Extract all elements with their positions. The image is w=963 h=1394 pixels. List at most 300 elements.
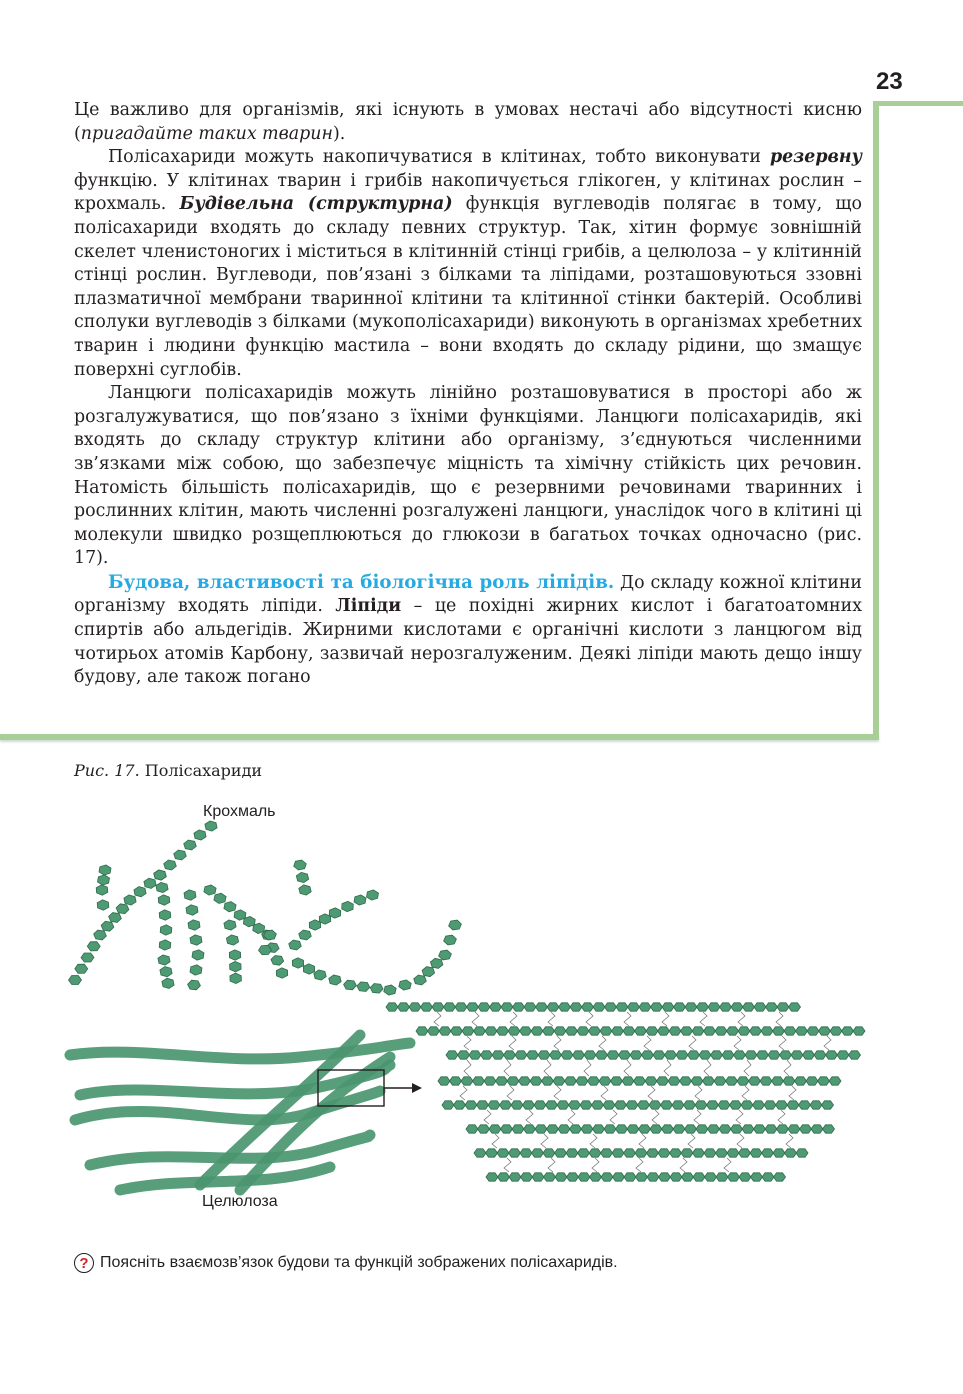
glucose-unit <box>784 1027 796 1035</box>
glucose-unit <box>592 1101 604 1109</box>
glucose-unit <box>553 1077 565 1085</box>
glucose-unit <box>681 1027 693 1035</box>
glucose-unit <box>554 1027 566 1035</box>
glucose-unit <box>734 1051 746 1059</box>
glucose-unit <box>299 930 312 940</box>
glucose-unit <box>635 1149 647 1157</box>
glucose-unit <box>624 1173 636 1181</box>
hydrogen-bond <box>700 1012 707 1026</box>
glucose-unit <box>486 1149 498 1157</box>
glucose-unit <box>764 1101 776 1109</box>
glucose-unit <box>559 1003 571 1011</box>
glucose-unit <box>478 1003 490 1011</box>
glucose-unit <box>749 1077 761 1085</box>
glucose-unit <box>99 865 111 875</box>
paragraph-1: Це важливо для організмів, які існують в умовах нестачі або відсутності кисню (пригадайте таких тварин). <box>74 100 862 144</box>
glucose-unit <box>693 1149 705 1157</box>
glucose-unit <box>536 1003 548 1011</box>
figure-caption: Рис. 17. Полісахариди <box>74 761 263 780</box>
glucose-unit <box>477 1101 489 1109</box>
glucose-unit <box>299 885 311 895</box>
paragraph-3: Ланцюги полісахаридів можуть лінійно розташовуватися в просторі або ж розгалужуватися, що пов’язано з їхніми функціями. Ланцюги полісахаридів, які входять до складу структур клітини або організму, з’єднуються численними зв’язками між собою, що забезпечує міцність та хімічну стійкість цих речовин. Натомість більшість полісахаридів, що є резервними речовинами тваринних і рослинних клітин, мають численні розгалужені ланцюги, унаслідок чого в клітині ці молекули швидко розщеплюються до глюкози в багатьох точках одночасно (рис. 17). <box>74 383 862 569</box>
glucose-unit <box>569 1101 581 1109</box>
hydrogen-bond <box>779 1036 786 1050</box>
glucose-unit <box>519 1077 531 1085</box>
glucose-unit <box>428 1027 440 1035</box>
question-mark-icon: ? <box>74 1253 94 1273</box>
glucose-unit <box>565 1077 577 1085</box>
glucose-unit <box>773 1027 785 1035</box>
glucose-unit <box>829 1077 841 1085</box>
glucose-unit <box>454 1101 466 1109</box>
glucose-unit <box>192 950 204 960</box>
glucose-unit <box>704 1149 716 1157</box>
frame-right-border <box>873 101 879 737</box>
glucose-unit <box>783 1077 795 1085</box>
glucose-unit <box>716 1149 728 1157</box>
hydrogen-bond <box>464 1036 471 1050</box>
glucose-unit <box>573 1051 585 1059</box>
glucose-unit <box>523 1101 535 1109</box>
hydrogen-bond <box>624 1012 631 1026</box>
glucose-unit <box>722 1051 734 1059</box>
glucose-unit <box>787 1101 799 1109</box>
glucose-unit <box>581 1125 593 1133</box>
glucose-unit <box>485 1027 497 1035</box>
glucose-unit <box>501 1125 513 1133</box>
glucose-unit <box>826 1051 838 1059</box>
glucose-unit <box>226 935 238 945</box>
glucose-unit <box>685 1003 697 1011</box>
cellulose-fibers-drawing <box>70 1035 410 1190</box>
glucose-unit <box>695 1101 707 1109</box>
hydrogen-bond <box>738 1012 745 1026</box>
glucose-unit <box>531 1027 543 1035</box>
glucose-unit <box>444 1003 456 1011</box>
hydrogen-bond <box>680 1158 687 1172</box>
glucose-unit <box>682 1173 694 1181</box>
glucose-unit <box>253 923 265 933</box>
glucose-unit <box>490 1003 502 1011</box>
glucose-unit <box>124 895 136 905</box>
glucose-unit <box>811 1125 823 1133</box>
glucose-unit <box>751 1173 763 1181</box>
glucose-unit <box>714 1077 726 1085</box>
hydrogen-bond <box>492 1134 499 1148</box>
glucose-unit <box>670 1173 682 1181</box>
glucose-unit <box>498 1173 510 1181</box>
glucose-unit <box>672 1101 684 1109</box>
hydrogen-bond <box>737 1134 744 1148</box>
glucose-unit <box>158 895 170 905</box>
hydrogen-bond <box>824 1036 831 1050</box>
glucose-unit <box>593 1003 605 1011</box>
glucose-unit <box>497 1149 509 1157</box>
hydrogen-bond <box>610 1110 617 1124</box>
glucose-unit <box>469 1051 481 1059</box>
glucose-unit <box>696 1125 708 1133</box>
hydrogen-bond <box>541 1134 548 1148</box>
glucose-unit <box>593 1125 605 1133</box>
glucose-unit <box>534 1101 546 1109</box>
glucose-unit <box>603 1101 615 1109</box>
glucose-unit <box>294 860 307 870</box>
glucose-unit <box>524 1003 536 1011</box>
glucose-unit <box>555 1149 567 1157</box>
glucose-unit <box>647 1173 659 1181</box>
glucose-unit <box>765 1125 777 1133</box>
glucose-unit <box>473 1077 485 1085</box>
paragraph-2: Полісахариди можуть накопичуватися в клітинах, тобто виконувати резервну функцію. У клітинах тварин і грибів накопичується глікоген, у клітинах рослин – крохмаль. Будівельна (структурна) функція вуглеводів полягає в тому, що полісахариди входять до складу певних структур. Так, хітин формує зовнішній скелет членистоногих і міститься в клітинній стінці грибів, а целюлоза – у клітинній стінці рослин. Вуглеводи, пов’язані з білками та ліпідами, розташовуються ззовні плазматичної мембрани тваринної клітини та клітинної стінки бактерій. Особливі сполуки вуглеводів з білками (мукополісахариди) виконують в організмах хребетних тварин і людини функцію мастила – вони входять до складу рідини, що змащує поверхні суглобів. <box>74 147 862 380</box>
glucose-unit <box>704 1027 716 1035</box>
glucose-unit <box>158 955 170 965</box>
cellulose-fiber <box>120 1167 330 1190</box>
glucose-unit <box>512 1125 524 1133</box>
glucose-unit <box>789 1003 801 1011</box>
glucose-unit <box>542 1077 554 1085</box>
hydrogen-bond <box>548 1158 555 1172</box>
glucose-unit <box>81 953 94 962</box>
glucose-unit <box>98 875 110 885</box>
glucose-unit <box>693 1173 705 1181</box>
glucose-unit <box>466 1125 478 1133</box>
glucose-unit <box>791 1051 803 1059</box>
glucose-unit <box>766 1003 778 1011</box>
glucose-unit <box>438 1077 450 1085</box>
hydrogen-bond <box>636 1158 643 1172</box>
glucose-unit <box>535 1125 547 1133</box>
glucose-unit <box>190 965 202 975</box>
glucose-unit <box>432 1003 444 1011</box>
glucose-unit <box>731 1125 743 1133</box>
glucose-unit <box>653 1051 665 1059</box>
glucose-unit <box>164 860 177 870</box>
glucose-unit <box>578 1149 590 1157</box>
glucose-unit <box>777 1003 789 1011</box>
main-text <box>74 99 862 690</box>
glucose-unit <box>623 1027 635 1035</box>
question-line <box>74 1253 618 1273</box>
polysaccharides-illustration <box>60 795 880 1225</box>
glucose-unit <box>697 1003 709 1011</box>
glucose-unit <box>566 1027 578 1035</box>
glucose-unit <box>582 1003 594 1011</box>
glucose-unit <box>619 1051 631 1059</box>
glucose-unit <box>547 1125 559 1133</box>
glucose-unit <box>94 930 107 940</box>
hydrogen-bond <box>662 1012 669 1026</box>
glucose-unit <box>190 935 202 945</box>
glucose-unit <box>446 1051 458 1059</box>
glucose-unit <box>342 901 354 911</box>
glucose-unit <box>768 1051 780 1059</box>
glucose-unit <box>737 1077 749 1085</box>
glucose-unit <box>639 1125 651 1133</box>
glucose-unit <box>823 1125 835 1133</box>
hydrogen-bond <box>704 1060 711 1076</box>
hydrogen-bond <box>507 1086 514 1100</box>
hydrogen-bond <box>584 1060 591 1076</box>
glucose-unit <box>444 935 457 945</box>
glucose-unit <box>566 1149 578 1157</box>
glucose-unit <box>580 1101 592 1109</box>
glucose-unit <box>676 1051 688 1059</box>
glucose-unit <box>422 967 435 977</box>
glucose-unit <box>662 1125 674 1133</box>
glucose-unit <box>451 1027 463 1035</box>
glucose-unit <box>439 950 452 960</box>
glucose-unit <box>807 1027 819 1035</box>
glucose-unit <box>507 1077 519 1085</box>
glucose-unit <box>819 1027 831 1035</box>
glucose-unit <box>715 1027 727 1035</box>
glucose-unit <box>674 1003 686 1011</box>
glucose-unit <box>607 1051 619 1059</box>
glucose-unit <box>799 1101 811 1109</box>
glucose-unit <box>430 958 443 968</box>
glucose-unit <box>814 1051 826 1059</box>
glucose-unit <box>271 956 284 966</box>
glucose-unit <box>659 1173 671 1181</box>
glucose-unit <box>69 976 82 985</box>
hydrogen-bond <box>434 1012 441 1026</box>
glucose-unit <box>728 1173 740 1181</box>
glucose-unit <box>188 980 201 990</box>
glucose-unit <box>622 1077 634 1085</box>
hydrogen-bond <box>460 1086 467 1100</box>
glucose-unit <box>745 1051 757 1059</box>
glucose-unit <box>399 980 411 990</box>
glucose-unit <box>743 1003 755 1011</box>
hydrogen-bond <box>695 1086 702 1100</box>
glucose-unit <box>570 1125 582 1133</box>
glucose-unit <box>757 1051 769 1059</box>
glucose-unit <box>449 920 462 930</box>
glucose-unit <box>577 1027 589 1035</box>
glucose-unit <box>527 1051 539 1059</box>
hydrogen-bond <box>504 1060 511 1076</box>
glucose-unit <box>386 1003 398 1011</box>
hydrogen-bond <box>744 1060 751 1076</box>
hydrogen-bond <box>599 1036 606 1050</box>
glucose-unit <box>561 1051 573 1059</box>
glucose-unit <box>708 1003 720 1011</box>
glucose-unit <box>188 920 200 930</box>
glucose-unit <box>830 1027 842 1035</box>
glucose-unit <box>75 964 88 973</box>
cellulose-chains-drawing <box>386 1003 865 1181</box>
glucose-unit <box>773 1149 785 1157</box>
hydrogen-bond <box>786 1134 793 1148</box>
glucose-unit <box>601 1173 613 1181</box>
glucose-unit <box>384 985 396 995</box>
glucose-unit <box>727 1149 739 1157</box>
glucose-unit <box>576 1077 588 1085</box>
glucose-unit <box>739 1173 751 1181</box>
glucose-unit <box>634 1077 646 1085</box>
glucose-unit <box>205 821 217 831</box>
cellulose-label: Целюлоза <box>202 1193 278 1210</box>
glucose-unit <box>853 1027 865 1035</box>
glucose-unit <box>489 1125 501 1133</box>
glucose-unit <box>570 1003 582 1011</box>
glucose-unit <box>589 1027 601 1035</box>
glucose-unit <box>630 1051 642 1059</box>
glucose-unit <box>309 920 320 930</box>
glucose-unit <box>370 984 383 994</box>
hydrogen-bond <box>568 1110 575 1124</box>
glucose-unit <box>699 1051 711 1059</box>
glucose-unit <box>496 1077 508 1085</box>
glucose-unit <box>488 1101 500 1109</box>
glucose-unit <box>162 978 174 988</box>
glucose-unit <box>96 885 108 895</box>
glucose-unit <box>685 1125 697 1133</box>
glucose-unit <box>624 1149 636 1157</box>
glucose-unit <box>521 1173 533 1181</box>
glucose-unit <box>638 1101 650 1109</box>
glucose-unit <box>650 1125 662 1133</box>
glucose-unit <box>705 1173 717 1181</box>
glucose-unit <box>849 1051 861 1059</box>
hydrogen-bond <box>789 1086 796 1100</box>
glucose-unit <box>467 1003 479 1011</box>
glucose-unit <box>692 1027 704 1035</box>
hydrogen-bond <box>526 1110 533 1124</box>
glucose-unit <box>329 908 341 918</box>
hydrogen-bond <box>590 1134 597 1148</box>
glucose-unit <box>658 1027 670 1035</box>
hydrogen-bond <box>601 1086 608 1100</box>
glucose-unit <box>589 1149 601 1157</box>
glucose-unit <box>670 1149 682 1157</box>
glucose-unit <box>478 1125 490 1133</box>
glucose-unit <box>601 1149 613 1157</box>
glucose-unit <box>414 975 427 985</box>
glucose-unit <box>481 1051 493 1059</box>
glucose-unit <box>292 958 303 968</box>
glucose-unit <box>680 1077 692 1085</box>
glucose-unit <box>776 1101 788 1109</box>
glucose-unit <box>555 1173 567 1181</box>
glucose-unit <box>599 1077 611 1085</box>
glucose-unit <box>651 1003 663 1011</box>
hydrogen-bond <box>484 1110 491 1124</box>
hydrogen-bond <box>548 1012 555 1026</box>
glucose-unit <box>558 1125 570 1133</box>
glucose-unit <box>774 1173 786 1181</box>
glucose-unit <box>719 1125 731 1133</box>
hydrogen-bond <box>724 1158 731 1172</box>
glucose-unit <box>604 1125 616 1133</box>
glucose-unit <box>538 1051 550 1059</box>
glucose-unit <box>588 1077 600 1085</box>
glucose-unit <box>642 1051 654 1059</box>
hydrogen-bond <box>544 1060 551 1076</box>
glucose-unit <box>639 1003 651 1011</box>
glucose-unit <box>398 1003 410 1011</box>
glucose-unit <box>772 1077 784 1085</box>
glucose-unit <box>818 1077 830 1085</box>
hydrogen-bond <box>586 1012 593 1026</box>
hydrogen-bond <box>734 1036 741 1050</box>
glucose-unit <box>109 913 122 923</box>
glucose-unit <box>795 1077 807 1085</box>
glucose-unit <box>662 1003 674 1011</box>
hydrogen-bond <box>592 1158 599 1172</box>
glucose-unit <box>520 1149 532 1157</box>
glucose-unit <box>524 1125 536 1133</box>
glucose-unit <box>762 1149 774 1157</box>
glucose-unit <box>635 1027 647 1035</box>
glucose-unit <box>509 1173 521 1181</box>
hydrogen-bond <box>742 1086 749 1100</box>
glucose-unit <box>760 1077 772 1085</box>
glucose-unit <box>668 1077 680 1085</box>
starch-label: Крохмаль <box>203 803 276 820</box>
glucose-unit <box>716 1173 728 1181</box>
glucose-unit <box>788 1125 800 1133</box>
glucose-unit <box>730 1101 742 1109</box>
glucose-unit <box>513 1003 525 1011</box>
glucose-unit <box>296 872 308 882</box>
glucose-unit <box>738 1027 750 1035</box>
glucose-unit <box>596 1051 608 1059</box>
glucose-unit <box>750 1027 762 1035</box>
glucose-unit <box>750 1149 762 1157</box>
glucose-unit <box>546 1101 558 1109</box>
glucose-unit <box>367 890 379 900</box>
glucose-unit <box>658 1149 670 1157</box>
glucose-unit <box>688 1051 700 1059</box>
glucose-unit <box>616 1003 628 1011</box>
glucose-unit <box>329 975 341 985</box>
glucose-unit <box>174 850 187 860</box>
glucose-unit <box>613 1173 625 1181</box>
glucose-unit <box>97 900 109 910</box>
glucose-unit <box>785 1149 797 1157</box>
glucose-unit <box>684 1101 696 1109</box>
glucose-unit <box>669 1027 681 1035</box>
glucose-unit <box>511 1101 523 1109</box>
glucose-unit <box>87 942 100 951</box>
glucose-unit <box>777 1125 789 1133</box>
glucose-unit <box>600 1027 612 1035</box>
glucose-unit <box>796 1149 808 1157</box>
glucose-unit <box>504 1051 516 1059</box>
glucose-unit <box>800 1125 812 1133</box>
glucose-unit <box>718 1101 730 1109</box>
glucose-unit <box>421 1003 433 1011</box>
glucose-unit <box>186 905 198 915</box>
starch-molecule-drawing <box>69 821 462 995</box>
cellulose-fiber <box>70 1043 410 1059</box>
glucose-unit <box>154 870 166 880</box>
glucose-unit <box>497 1027 509 1035</box>
glucose-unit <box>194 830 206 840</box>
hydrogen-bond <box>694 1110 701 1124</box>
glucose-unit <box>707 1101 719 1109</box>
glucose-unit <box>731 1003 743 1011</box>
glucose-unit <box>458 1051 470 1059</box>
hydrogen-bond <box>776 1012 783 1026</box>
glucose-unit <box>691 1077 703 1085</box>
glucose-unit <box>509 1149 521 1157</box>
glucose-unit <box>567 1173 579 1181</box>
glucose-unit <box>462 1027 474 1035</box>
glucose-unit <box>810 1101 822 1109</box>
glucose-unit <box>550 1051 562 1059</box>
